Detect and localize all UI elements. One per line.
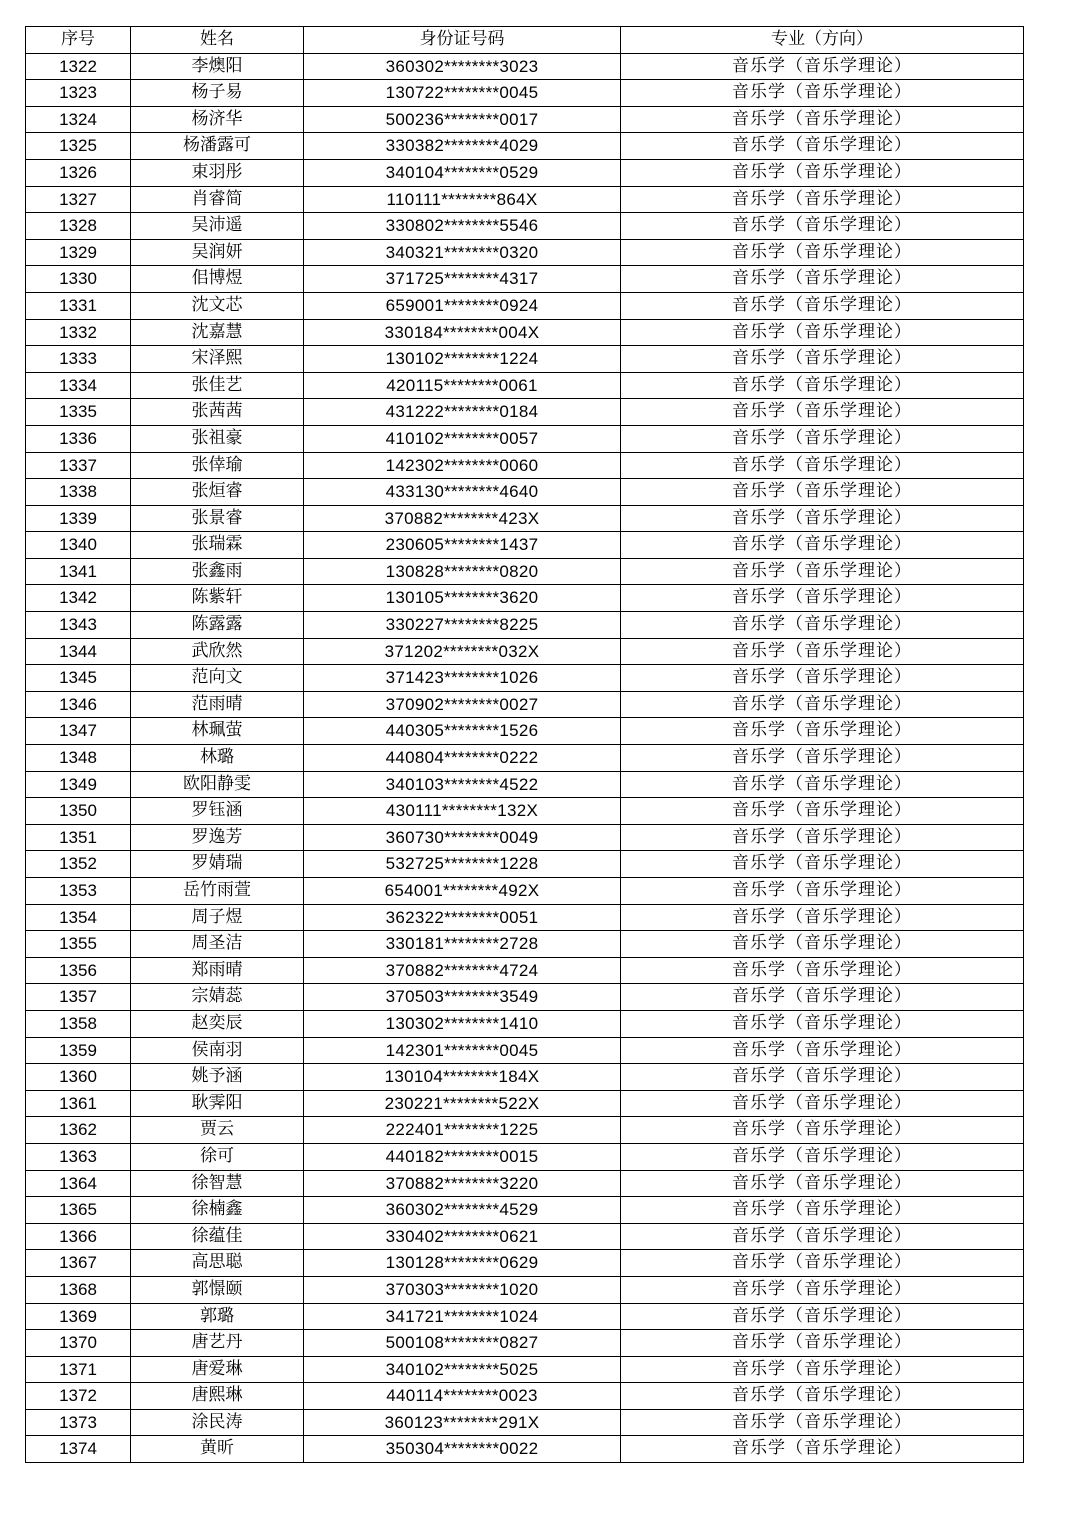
cell-id-number: 340104********0529 — [304, 159, 621, 186]
table-row — [26, 1356, 1024, 1383]
cell-id-number: 360123********291X — [304, 1409, 621, 1436]
table-row — [26, 745, 1024, 772]
cell-id-number: 340102********5025 — [304, 1356, 621, 1383]
cell-major: 音乐学（音乐学理论） — [621, 1064, 1024, 1091]
cell-major: 音乐学（音乐学理论） — [621, 984, 1024, 1011]
cell-id-number: 420115********0061 — [304, 372, 621, 399]
cell-id-number: 410102********0057 — [304, 425, 621, 452]
cell-name: 张祖豪 — [131, 425, 304, 452]
cell-id-number: 340103********4522 — [304, 771, 621, 798]
cell-major: 音乐学（音乐学理论） — [621, 452, 1024, 479]
cell-id-number: 130722********0045 — [304, 80, 621, 107]
cell-id-number: 370882********4724 — [304, 957, 621, 984]
cell-id-number: 110111********864X — [304, 186, 621, 213]
cell-serial-number: 1366 — [26, 1223, 131, 1250]
cell-name: 侯南羽 — [131, 1037, 304, 1064]
cell-serial-number: 1323 — [26, 80, 131, 107]
table-row — [26, 399, 1024, 426]
cell-serial-number: 1372 — [26, 1383, 131, 1410]
table-row — [26, 159, 1024, 186]
cell-name: 徐楠鑫 — [131, 1197, 304, 1224]
table-row — [26, 53, 1024, 80]
table-row — [26, 213, 1024, 240]
cell-name: 周圣洁 — [131, 931, 304, 958]
cell-serial-number: 1365 — [26, 1197, 131, 1224]
cell-id-number: 130105********3620 — [304, 585, 621, 612]
cell-name: 徐智慧 — [131, 1170, 304, 1197]
table-row — [26, 798, 1024, 825]
table-row — [26, 1303, 1024, 1330]
cell-name: 宋泽熙 — [131, 346, 304, 373]
cell-serial-number: 1350 — [26, 798, 131, 825]
table-row — [26, 1330, 1024, 1357]
cell-major: 音乐学（音乐学理论） — [621, 745, 1024, 772]
cell-name: 耿霁阳 — [131, 1090, 304, 1117]
cell-name: 贾云 — [131, 1117, 304, 1144]
cell-major: 音乐学（音乐学理论） — [621, 691, 1024, 718]
cell-name: 黄昕 — [131, 1436, 304, 1463]
table-row — [26, 532, 1024, 559]
cell-serial-number: 1339 — [26, 505, 131, 532]
cell-id-number: 431222********0184 — [304, 399, 621, 426]
cell-serial-number: 1347 — [26, 718, 131, 745]
cell-name: 罗婧瑞 — [131, 851, 304, 878]
cell-major: 音乐学（音乐学理论） — [621, 851, 1024, 878]
cell-id-number: 500108********0827 — [304, 1330, 621, 1357]
table-row — [26, 1276, 1024, 1303]
cell-major: 音乐学（音乐学理论） — [621, 585, 1024, 612]
cell-major: 音乐学（音乐学理论） — [621, 1117, 1024, 1144]
table-row — [26, 106, 1024, 133]
cell-serial-number: 1324 — [26, 106, 131, 133]
table-row — [26, 612, 1024, 639]
cell-major: 音乐学（音乐学理论） — [621, 80, 1024, 107]
table-row — [26, 1037, 1024, 1064]
table-row — [26, 718, 1024, 745]
cell-serial-number: 1326 — [26, 159, 131, 186]
table-row — [26, 957, 1024, 984]
cell-major: 音乐学（音乐学理论） — [621, 1276, 1024, 1303]
cell-major: 音乐学（音乐学理论） — [621, 718, 1024, 745]
cell-major: 音乐学（音乐学理论） — [621, 239, 1024, 266]
cell-serial-number: 1354 — [26, 904, 131, 931]
table-row — [26, 1064, 1024, 1091]
cell-major: 音乐学（音乐学理论） — [621, 1090, 1024, 1117]
cell-name: 张烜睿 — [131, 479, 304, 506]
table-row — [26, 452, 1024, 479]
cell-major: 音乐学（音乐学理论） — [621, 638, 1024, 665]
cell-serial-number: 1337 — [26, 452, 131, 479]
cell-id-number: 330184********004X — [304, 319, 621, 346]
cell-id-number: 330227********8225 — [304, 612, 621, 639]
cell-name: 杨潘露可 — [131, 133, 304, 160]
cell-major: 音乐学（音乐学理论） — [621, 1037, 1024, 1064]
cell-id-number: 340321********0320 — [304, 239, 621, 266]
cell-name: 赵奕辰 — [131, 1010, 304, 1037]
cell-serial-number: 1371 — [26, 1356, 131, 1383]
cell-name: 岳竹雨萱 — [131, 878, 304, 905]
cell-major: 音乐学（音乐学理论） — [621, 1250, 1024, 1277]
cell-serial-number: 1342 — [26, 585, 131, 612]
cell-name: 郭璐 — [131, 1303, 304, 1330]
cell-serial-number: 1364 — [26, 1170, 131, 1197]
cell-major: 音乐学（音乐学理论） — [621, 213, 1024, 240]
cell-id-number: 341721********1024 — [304, 1303, 621, 1330]
table-row — [26, 665, 1024, 692]
cell-major: 音乐学（音乐学理论） — [621, 957, 1024, 984]
cell-id-number: 360730********0049 — [304, 824, 621, 851]
cell-id-number: 330181********2728 — [304, 931, 621, 958]
cell-name: 佀博煜 — [131, 266, 304, 293]
table-row — [26, 505, 1024, 532]
table-row — [26, 984, 1024, 1011]
cell-name: 张景睿 — [131, 505, 304, 532]
cell-name: 徐可 — [131, 1143, 304, 1170]
cell-name: 杨子易 — [131, 80, 304, 107]
cell-major: 音乐学（音乐学理论） — [621, 1383, 1024, 1410]
table-row — [26, 691, 1024, 718]
cell-name: 范雨晴 — [131, 691, 304, 718]
cell-id-number: 130828********0820 — [304, 558, 621, 585]
cell-major: 音乐学（音乐学理论） — [621, 399, 1024, 426]
cell-serial-number: 1344 — [26, 638, 131, 665]
cell-name: 周子煜 — [131, 904, 304, 931]
cell-major: 音乐学（音乐学理论） — [621, 1170, 1024, 1197]
cell-serial-number: 1325 — [26, 133, 131, 160]
cell-id-number: 371202********032X — [304, 638, 621, 665]
cell-id-number: 330802********5546 — [304, 213, 621, 240]
table-row — [26, 266, 1024, 293]
table-row — [26, 186, 1024, 213]
cell-id-number: 330402********0621 — [304, 1223, 621, 1250]
cell-serial-number: 1355 — [26, 931, 131, 958]
table-row — [26, 346, 1024, 373]
cell-name: 宗婧蕊 — [131, 984, 304, 1011]
cell-serial-number: 1357 — [26, 984, 131, 1011]
cell-name: 武欣然 — [131, 638, 304, 665]
cell-major: 音乐学（音乐学理论） — [621, 319, 1024, 346]
cell-major: 音乐学（音乐学理论） — [621, 558, 1024, 585]
table-row — [26, 1090, 1024, 1117]
table-row — [26, 1409, 1024, 1436]
cell-serial-number: 1338 — [26, 479, 131, 506]
cell-major: 音乐学（音乐学理论） — [621, 1010, 1024, 1037]
cell-name: 罗逸芳 — [131, 824, 304, 851]
table-row — [26, 824, 1024, 851]
cell-id-number: 222401********1225 — [304, 1117, 621, 1144]
cell-serial-number: 1329 — [26, 239, 131, 266]
cell-id-number: 360302********3023 — [304, 53, 621, 80]
table-row — [26, 1383, 1024, 1410]
cell-name: 唐爱琳 — [131, 1356, 304, 1383]
cell-serial-number: 1353 — [26, 878, 131, 905]
cell-major: 音乐学（音乐学理论） — [621, 878, 1024, 905]
cell-major: 音乐学（音乐学理论） — [621, 1197, 1024, 1224]
cell-serial-number: 1328 — [26, 213, 131, 240]
table-row — [26, 638, 1024, 665]
cell-id-number: 532725********1228 — [304, 851, 621, 878]
cell-name: 高思聪 — [131, 1250, 304, 1277]
cell-serial-number: 1340 — [26, 532, 131, 559]
cell-id-number: 371423********1026 — [304, 665, 621, 692]
cell-major: 音乐学（音乐学理论） — [621, 771, 1024, 798]
cell-major: 音乐学（音乐学理论） — [621, 1436, 1024, 1463]
cell-serial-number: 1368 — [26, 1276, 131, 1303]
cell-major: 音乐学（音乐学理论） — [621, 532, 1024, 559]
cell-major: 音乐学（音乐学理论） — [621, 346, 1024, 373]
cell-major: 音乐学（音乐学理论） — [621, 186, 1024, 213]
cell-name: 范向文 — [131, 665, 304, 692]
cell-major: 音乐学（音乐学理论） — [621, 798, 1024, 825]
cell-name: 杨济华 — [131, 106, 304, 133]
cell-serial-number: 1373 — [26, 1409, 131, 1436]
cell-major: 音乐学（音乐学理论） — [621, 1409, 1024, 1436]
cell-major: 音乐学（音乐学理论） — [621, 1356, 1024, 1383]
cell-serial-number: 1336 — [26, 425, 131, 452]
cell-id-number: 130104********184X — [304, 1064, 621, 1091]
cell-name: 肖睿简 — [131, 186, 304, 213]
table-row — [26, 133, 1024, 160]
cell-id-number: 370902********0027 — [304, 691, 621, 718]
cell-name: 唐艺丹 — [131, 1330, 304, 1357]
cell-major: 音乐学（音乐学理论） — [621, 612, 1024, 639]
table-row — [26, 372, 1024, 399]
cell-serial-number: 1351 — [26, 824, 131, 851]
cell-serial-number: 1348 — [26, 745, 131, 772]
cell-serial-number: 1369 — [26, 1303, 131, 1330]
cell-major: 音乐学（音乐学理论） — [621, 505, 1024, 532]
cell-name: 张鑫雨 — [131, 558, 304, 585]
header-serial-number: 序号 — [26, 27, 131, 54]
cell-serial-number: 1362 — [26, 1117, 131, 1144]
cell-major: 音乐学（音乐学理论） — [621, 292, 1024, 319]
cell-id-number: 350304********0022 — [304, 1436, 621, 1463]
cell-major: 音乐学（音乐学理论） — [621, 133, 1024, 160]
cell-name: 张瑞霖 — [131, 532, 304, 559]
cell-id-number: 440114********0023 — [304, 1383, 621, 1410]
cell-name: 张茜茜 — [131, 399, 304, 426]
cell-serial-number: 1360 — [26, 1064, 131, 1091]
cell-major: 音乐学（音乐学理论） — [621, 425, 1024, 452]
cell-major: 音乐学（音乐学理论） — [621, 53, 1024, 80]
table-row — [26, 1143, 1024, 1170]
table-row — [26, 1170, 1024, 1197]
table-row — [26, 292, 1024, 319]
table-row — [26, 878, 1024, 905]
cell-id-number: 370303********1020 — [304, 1276, 621, 1303]
cell-serial-number: 1341 — [26, 558, 131, 585]
cell-name: 郑雨晴 — [131, 957, 304, 984]
cell-name: 陈紫轩 — [131, 585, 304, 612]
cell-id-number: 500236********0017 — [304, 106, 621, 133]
cell-id-number: 370882********3220 — [304, 1170, 621, 1197]
header-id-number: 身份证号码 — [304, 27, 621, 54]
table-row — [26, 585, 1024, 612]
cell-id-number: 130302********1410 — [304, 1010, 621, 1037]
table-row — [26, 80, 1024, 107]
cell-id-number: 440182********0015 — [304, 1143, 621, 1170]
cell-name: 吴沛遥 — [131, 213, 304, 240]
cell-serial-number: 1352 — [26, 851, 131, 878]
cell-id-number: 230605********1437 — [304, 532, 621, 559]
cell-serial-number: 1359 — [26, 1037, 131, 1064]
cell-name: 欧阳静雯 — [131, 771, 304, 798]
table-row — [26, 931, 1024, 958]
cell-id-number: 370503********3549 — [304, 984, 621, 1011]
cell-id-number: 330382********4029 — [304, 133, 621, 160]
cell-serial-number: 1358 — [26, 1010, 131, 1037]
cell-major: 音乐学（音乐学理论） — [621, 106, 1024, 133]
table-row — [26, 319, 1024, 346]
cell-id-number: 360302********4529 — [304, 1197, 621, 1224]
cell-id-number: 370882********423X — [304, 505, 621, 532]
cell-name: 徐蕴佳 — [131, 1223, 304, 1250]
cell-major: 音乐学（音乐学理论） — [621, 931, 1024, 958]
cell-name: 唐熙琳 — [131, 1383, 304, 1410]
cell-serial-number: 1356 — [26, 957, 131, 984]
cell-serial-number: 1363 — [26, 1143, 131, 1170]
table-row — [26, 558, 1024, 585]
cell-major: 音乐学（音乐学理论） — [621, 904, 1024, 931]
cell-name: 李燠阳 — [131, 53, 304, 80]
header-major: 专业（方向） — [621, 27, 1024, 54]
cell-major: 音乐学（音乐学理论） — [621, 1223, 1024, 1250]
cell-serial-number: 1346 — [26, 691, 131, 718]
cell-major: 音乐学（音乐学理论） — [621, 824, 1024, 851]
cell-id-number: 130102********1224 — [304, 346, 621, 373]
cell-serial-number: 1367 — [26, 1250, 131, 1277]
table-row — [26, 1250, 1024, 1277]
cell-id-number: 142302********0060 — [304, 452, 621, 479]
cell-serial-number: 1370 — [26, 1330, 131, 1357]
header-name: 姓名 — [131, 27, 304, 54]
table-row — [26, 851, 1024, 878]
table-row — [26, 239, 1024, 266]
table-row — [26, 425, 1024, 452]
cell-major: 音乐学（音乐学理论） — [621, 479, 1024, 506]
cell-serial-number: 1322 — [26, 53, 131, 80]
table-row — [26, 1010, 1024, 1037]
cell-serial-number: 1335 — [26, 399, 131, 426]
table-header-row — [26, 27, 1024, 54]
cell-major: 音乐学（音乐学理论） — [621, 1330, 1024, 1357]
cell-name: 姚予涵 — [131, 1064, 304, 1091]
table-row — [26, 1197, 1024, 1224]
cell-id-number: 230221********522X — [304, 1090, 621, 1117]
cell-major: 音乐学（音乐学理论） — [621, 665, 1024, 692]
cell-serial-number: 1330 — [26, 266, 131, 293]
cell-major: 音乐学（音乐学理论） — [621, 1303, 1024, 1330]
cell-serial-number: 1345 — [26, 665, 131, 692]
cell-name: 林璐 — [131, 745, 304, 772]
table-row — [26, 1436, 1024, 1463]
table-row — [26, 771, 1024, 798]
cell-name: 束羽彤 — [131, 159, 304, 186]
cell-name: 郭憬颐 — [131, 1276, 304, 1303]
cell-name: 吴润妍 — [131, 239, 304, 266]
table-row — [26, 904, 1024, 931]
cell-serial-number: 1343 — [26, 612, 131, 639]
cell-id-number: 371725********4317 — [304, 266, 621, 293]
cell-name: 沈嘉慧 — [131, 319, 304, 346]
cell-major: 音乐学（音乐学理论） — [621, 266, 1024, 293]
cell-major: 音乐学（音乐学理论） — [621, 372, 1024, 399]
cell-serial-number: 1333 — [26, 346, 131, 373]
cell-serial-number: 1327 — [26, 186, 131, 213]
cell-serial-number: 1349 — [26, 771, 131, 798]
table-row — [26, 1223, 1024, 1250]
cell-serial-number: 1334 — [26, 372, 131, 399]
cell-name: 林珮萤 — [131, 718, 304, 745]
cell-id-number: 130128********0629 — [304, 1250, 621, 1277]
cell-name: 涂民涛 — [131, 1409, 304, 1436]
cell-serial-number: 1332 — [26, 319, 131, 346]
cell-name: 张佳艺 — [131, 372, 304, 399]
roster-table — [25, 26, 1024, 1463]
cell-id-number: 654001********492X — [304, 878, 621, 905]
cell-id-number: 659001********0924 — [304, 292, 621, 319]
cell-name: 陈露露 — [131, 612, 304, 639]
table-body — [26, 53, 1024, 1462]
table-row — [26, 1117, 1024, 1144]
cell-major: 音乐学（音乐学理论） — [621, 1143, 1024, 1170]
cell-id-number: 362322********0051 — [304, 904, 621, 931]
cell-serial-number: 1374 — [26, 1436, 131, 1463]
cell-serial-number: 1361 — [26, 1090, 131, 1117]
cell-id-number: 433130********4640 — [304, 479, 621, 506]
cell-major: 音乐学（音乐学理论） — [621, 159, 1024, 186]
cell-name: 罗钰涵 — [131, 798, 304, 825]
cell-id-number: 430111********132X — [304, 798, 621, 825]
table-row — [26, 479, 1024, 506]
cell-id-number: 440305********1526 — [304, 718, 621, 745]
cell-id-number: 440804********0222 — [304, 745, 621, 772]
cell-id-number: 142301********0045 — [304, 1037, 621, 1064]
cell-name: 张倖瑜 — [131, 452, 304, 479]
cell-name: 沈文芯 — [131, 292, 304, 319]
cell-serial-number: 1331 — [26, 292, 131, 319]
